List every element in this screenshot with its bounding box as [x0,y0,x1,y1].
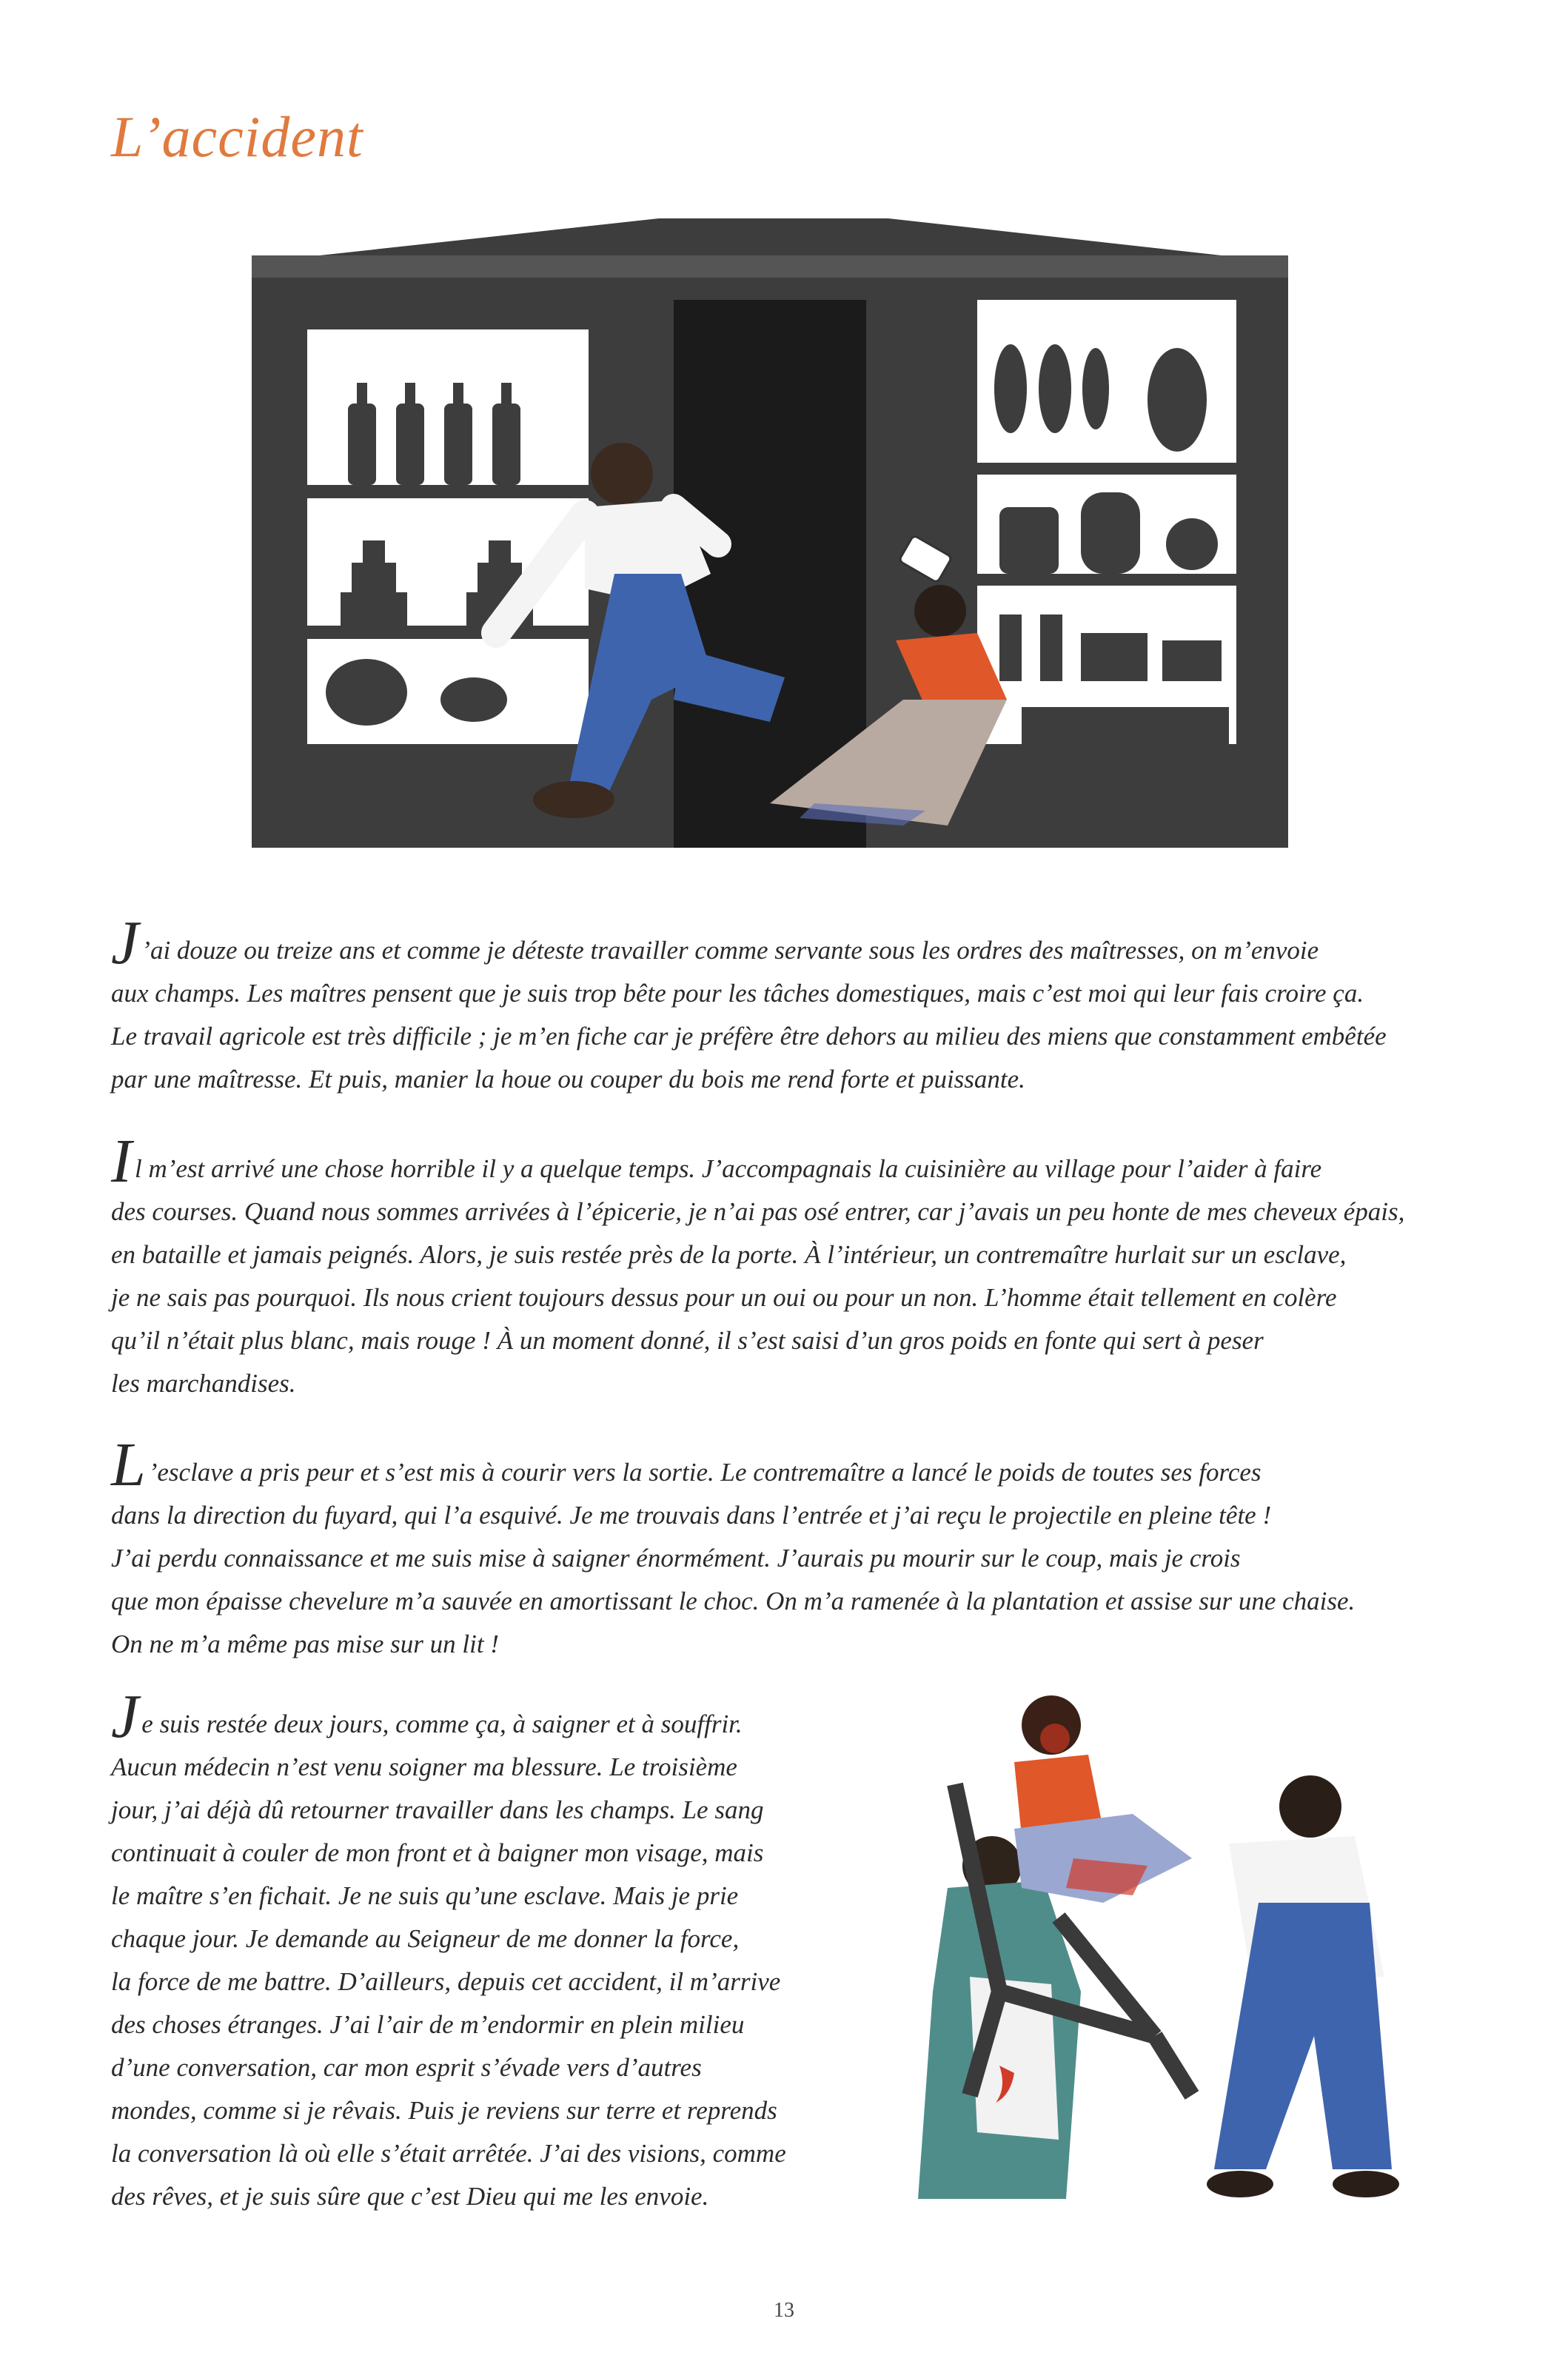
paragraph-line: que mon épaisse chevelure m’a sauvée en amortissant le choc. On m’a ramenée à la plantation et assise sur une chaise. [111,1587,1356,1615]
man-carrier [1207,1775,1399,2197]
store-illustration [237,189,1333,892]
paragraph-line: dans la direction du fuyard, qui l’a esquivé. Je me trouvais dans l’entrée et j’ai reçu le projectile en pleine tête ! [111,1501,1272,1530]
drop-cap: L [111,1430,146,1499]
paragraph-line: en bataille et jamais peignés. Alors, je suis restée près de la porte. À l’intérieur, un contremaître hurlait sur un esclave, [111,1240,1347,1269]
paragraph-line: J’ai perdu connaissance et me suis mise à saigner énormément. J’aurais pu mourir sur le coup, mais je crois [111,1544,1241,1573]
paragraph-4 [111,1682,896,2218]
paragraph-line: mondes, comme si je rêvais. Puis je reviens sur terre et reprends [111,2096,777,2125]
paragraph-line: par une maîtresse. Et puis, manier la houe ou couper du bois me rend forte et puissante. [111,1065,1025,1094]
page-title: L’accident [111,104,363,169]
paragraph-line: chaque jour. Je demande au Seigneur de me donner la force, [111,1924,740,1953]
paragraph-line: des courses. Quand nous sommes arrivées à l’épicerie, je n’ai pas osé entrer, car j’avais un peu honte de mes cheveux épais, [111,1197,1405,1226]
paragraph-line: des choses étranges. J’ai l’air de m’endormir en plein milieu [111,2010,745,2039]
paragraph-first-line [111,1127,1451,1196]
chair-carry-illustration [911,1681,1414,2214]
paragraph-line: la conversation là où elle s’était arrêtée. J’ai des visions, comme [111,2139,786,2168]
first-line-text: ’esclave a pris peur et s’est mis à courir vers la sortie. Le contremaître a lancé le poids de toutes ses forces [148,1458,1262,1487]
paragraph-3 [111,1430,1451,1666]
paragraph-line: je ne sais pas pourquoi. Ils nous crient toujours dessus pour un oui ou pour un non. L’homme était tellement en colère [111,1283,1337,1312]
paragraph-first-line [111,908,1451,977]
page-number: 13 [774,2299,794,2322]
paragraph-line: On ne m’a même pas mise sur un lit ! [111,1630,499,1658]
paragraph-line: jour, j’ai déjà dû retourner travailler dans les champs. Le sang [111,1795,764,1824]
paragraph-line: Le travail agricole est très difficile ; je m’en fiche car je préfère être dehors au milieu des miens que constamment embêtée [111,1022,1387,1051]
injured-girl [1014,1695,1192,1903]
paragraph-first-line [111,1430,1451,1499]
paragraph-line: des rêves, et je suis sûre que c’est Dieu qui me les envoie. [111,2182,709,2211]
paragraph-line: d’une conversation, car mon esprit s’évade vers d’autres [111,2053,702,2082]
paragraph-line: qu’il n’était plus blanc, mais rouge ! À un moment donné, il s’est saisi d’un gros poids en fonte qui sert à peser [111,1326,1264,1355]
paragraph-line: aux champs. Les maîtres pensent que je suis trop bête pour les tâches domestiques, mais c’est moi qui leur fais croire ça. [111,979,1364,1008]
drop-cap: I [111,1127,132,1196]
paragraph-line: les marchandises. [111,1369,296,1398]
paragraph-line: Aucun médecin n’est venu soigner ma blessure. Le troisième [111,1752,737,1781]
paragraph-2 [111,1127,1451,1405]
first-line-text: e suis restée deux jours, comme ça, à saigner et à souffrir. [141,1710,743,1738]
drop-cap: J [111,1682,139,1751]
paragraph-first-line [111,1682,896,1751]
paragraph-1 [111,908,1451,1101]
first-line-text: ’ai douze ou treize ans et comme je déteste travailler comme servante sous les ordres des maîtresses, on m’envoie [141,936,1319,965]
paragraph-line: la force de me battre. D’ailleurs, depuis cet accident, il m’arrive [111,1967,781,1996]
paragraph-line: continuait à couler de mon front et à baigner mon visage, mais [111,1838,764,1867]
first-line-text: l m’est arrivé une chose horrible il y a quelque temps. J’accompagnais la cuisinière au village pour l’aider à faire [134,1154,1322,1183]
drop-cap: J [111,908,139,977]
paragraph-line: le maître s’en fichait. Je ne suis qu’une esclave. Mais je prie [111,1881,739,1910]
